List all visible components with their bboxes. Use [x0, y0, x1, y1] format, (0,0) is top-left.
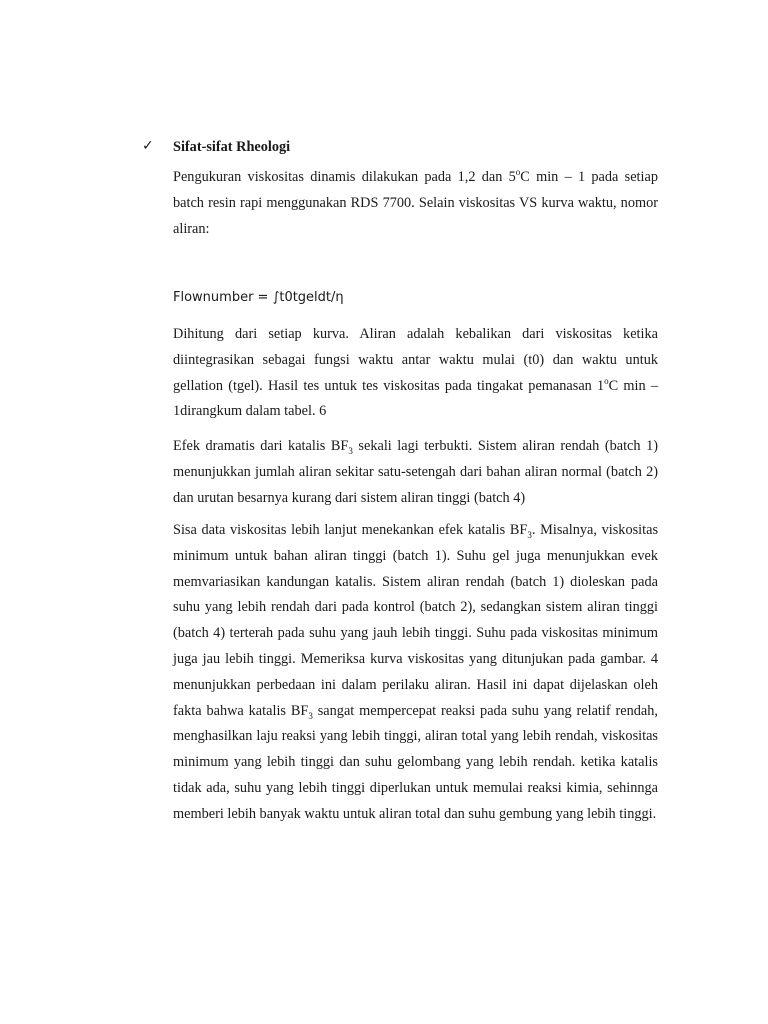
p3-subscript: 3 [348, 445, 353, 456]
section-heading: Sifat-sifat Rheologi [173, 139, 291, 155]
paragraph-calculation [173, 322, 658, 425]
p2-text-a: Dihitung dari setiap kurva. Aliran adalah kebalikan dari viskositas ketika diintegrasikan sebagai fungsi waktu antar waktu mulai (t0) dan waktu untuk gellation (tgel). Hasil tes untuk tes viskositas pada tingakat pemanasan 1 [173, 326, 658, 394]
p3-text-a: Efek dramatis dari katalis BF [173, 438, 349, 454]
paragraph-viscosity-data [173, 518, 658, 828]
p3-text-b: sekali lagi terbukti. Sistem aliran rendah (batch 1) menunjukkan jumlah aliran sekitar satu-setengah dari bahan aliran normal (batch 2) dan urutan besarnya kurang dari sistem aliran tinggi (batch 4) [173, 438, 658, 506]
flow-number-formula: Flownumber = ∫t0tgeldt/η [173, 290, 344, 305]
p4-text-b: . Misalnya, viskositas minimum untuk bahan aliran tinggi (batch 1). Suhu gel juga menunjukkan evek memvariasikan kandungan katalis. Sistem aliran rendah (batch 1) dioleskan pada suhu yang lebih rendah dari pada kontrol (batch 2), sedangkan sistem aliran tinggi (batch 4) terterah pada suhu yang jauh lebih tinggi. Suhu pada viskositas minimum juga jau lebih tinggi. Memeriksa kurva viskositas yang ditunjukan pada gambar. 4 menunjukkan perbedaan ini dalam perilaku aliran. Hasil ini dapat dijelaskan oleh fakta bahwa katalis BF [173, 522, 659, 719]
p1-degree-sup: o [515, 167, 521, 178]
p2-text-b: C min – 1dirangkum dalam tabel. 6 [173, 377, 658, 420]
p2-degree-sup: o [604, 375, 609, 386]
p4-text-a: Sisa data viskositas lebih lanjut menekankan efek katalis BF [173, 522, 528, 538]
p4-text-c: sangat mempercepat reaksi pada suhu yang relatif rendah, menghasilkan laju reaksi yang lebih tinggi, aliran total yang lebih rendah, viskositas minimum yang lebih tinggi dan suhu gelombang yang lebih rendah. ketika katalis tidak ada, suhu yang lebih tinggi diperlukan untuk memulai reaksi kimia, sehinnga memberi lebih banyak waktu untuk aliran total dan suhu gembung yang lebih tinggi. [173, 702, 658, 822]
p1-text-a: Pengukuran viskositas dinamis dilakukan pada 1,2 dan 5 [173, 169, 516, 185]
checkmark-bullet-icon: ✓ [142, 138, 154, 154]
p4-subscript-1: 3 [527, 529, 532, 540]
paragraph-catalyst-effect [173, 434, 658, 511]
p1-text-b: C min – 1 pada setiap batch resin rapi menggunakan RDS 7700. Selain viskositas VS kurva waktu, nomor aliran: [173, 169, 658, 237]
paragraph-intro [173, 165, 658, 242]
p4-subscript-2: 3 [308, 710, 313, 721]
